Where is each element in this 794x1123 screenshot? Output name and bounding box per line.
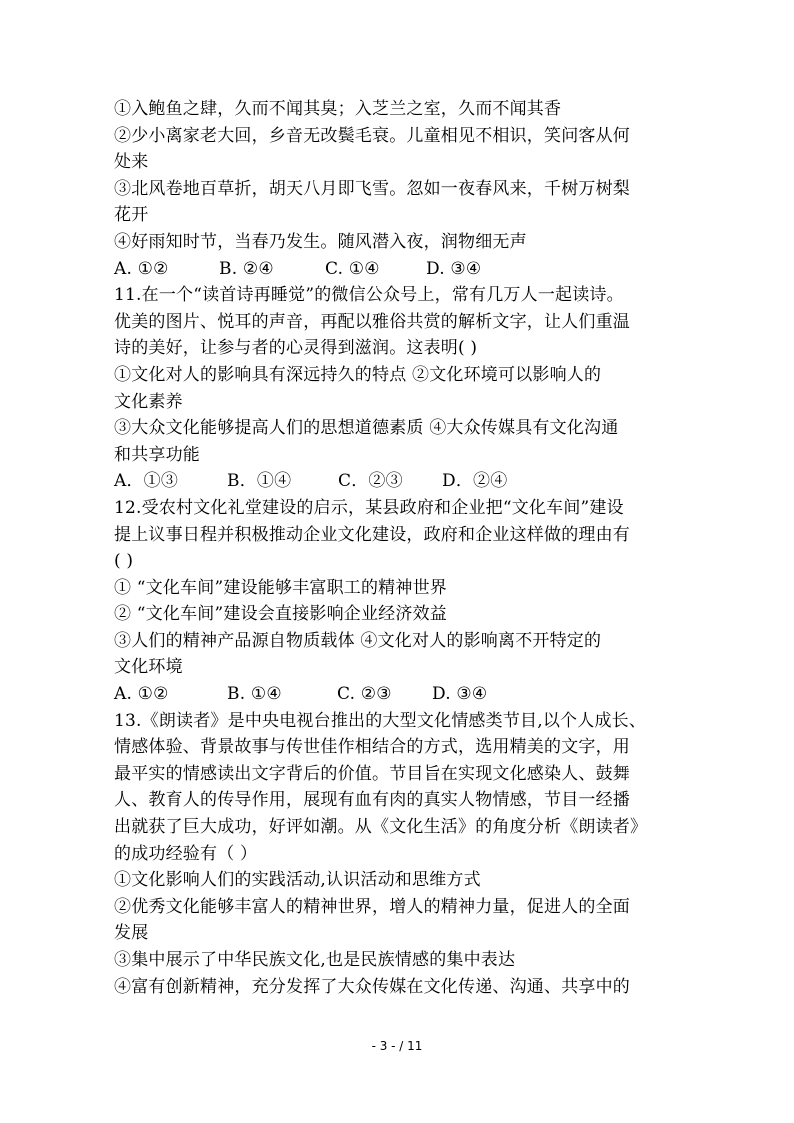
q13-stem-1: 13.《朗读者》是中央电视台推出的大型文化情感类节目,以个人成长、 xyxy=(114,710,647,731)
q12-choice-1: ① “文化车间”建设能够丰富职工的精神世界 xyxy=(114,577,447,598)
q10-choice-2: ②少小离家老大回，乡音无改鬓毛衰。儿童相见不相识，笑问客从何 xyxy=(114,125,630,146)
question-12 xyxy=(114,495,684,708)
q12-stem-2: 提上议事日程并积极推动企业文化建设，政府和企业这样做的理由有 xyxy=(114,524,630,545)
question-13 xyxy=(114,708,684,1001)
q11-choices-3-4: ③大众文化能够提高人们的思想道德素质 ④大众传媒具有文化沟通 xyxy=(114,418,619,439)
q10-option-d: D. ③④ xyxy=(426,258,482,279)
question-10-tail xyxy=(114,96,684,282)
q11-choices-1-2-cont: 文化素养 xyxy=(114,391,183,412)
page-number: - 3 - / 11 xyxy=(371,1039,423,1053)
q13-choice-1: ①文化影响人们的实践活动,认识活动和思维方式 xyxy=(114,870,481,891)
q12-stem-1: 12.受农村文化礼堂建设的启示，某县政府和企业把“文化车间”建设 xyxy=(114,497,624,518)
q13-stem-2: 情感体验、背景故事与传世佳作相结合的方式，选用精美的文字，用 xyxy=(114,737,630,758)
q11-stem-1: 11.在一个“读首诗再睡觉”的微信公众号上，常有几万人一起读诗。 xyxy=(114,285,624,306)
q13-stem-3: 最平实的情感读出文字背后的价值。节目旨在实现文化感染人、鼓舞 xyxy=(114,763,630,784)
q10-option-a: A. ①② xyxy=(114,258,169,279)
q12-option-c: C. ②③ xyxy=(337,684,392,705)
q11-choices-3-4-cont: 和共享功能 xyxy=(114,444,200,465)
q13-choice-2-cont: 发展 xyxy=(114,923,149,944)
q12-stem-3: ( ) xyxy=(114,551,134,572)
document-body xyxy=(114,96,684,1000)
q10-choice-3-cont: 花开 xyxy=(114,205,149,226)
q10-choice-3: ③北风卷地百草折，胡天八月即飞雪。忽如一夜春风来，千树万树梨 xyxy=(114,178,630,199)
q12-choices-3-4: ③人们的精神产品源自物质载体 ④文化对人的影响离不开特定的 xyxy=(114,630,602,651)
q11-options xyxy=(114,468,684,495)
q11-stem-3: 诗的美好，让参与者的心灵得到滋润。这表明( ) xyxy=(114,338,478,359)
q12-option-a: A. ①② xyxy=(114,684,169,705)
q12-option-b: B. ①④ xyxy=(227,684,282,705)
q13-choice-4: ④富有创新精神，充分发挥了大众传媒在文化传递、沟通、共享中的 xyxy=(114,976,630,997)
q11-option-d: D．②④ xyxy=(442,471,508,492)
q10-choice-1: ①入鲍鱼之肆，久而不闻其臭；入芝兰之室，久而不闻其香 xyxy=(114,99,562,119)
q10-options xyxy=(114,256,684,283)
q12-choices-3-4-cont: 文化环境 xyxy=(114,657,183,678)
q11-option-a: A．①③ xyxy=(114,471,179,492)
q13-stem-6: 的成功经验有（ ） xyxy=(114,843,258,864)
q10-choice-2-cont: 处来 xyxy=(114,152,149,173)
q13-choice-2: ②优秀文化能够丰富人的精神世界，增人的精神力量，促进人的全面 xyxy=(114,896,630,917)
question-11 xyxy=(114,282,684,495)
q10-option-c: C. ①④ xyxy=(325,258,380,279)
q10-choice-4: ④好雨知时节，当春乃发生。随风潜入夜，润物细无声 xyxy=(114,231,527,252)
q11-stem-2: 优美的图片、悦耳的声音，再配以雅俗共赏的解析文字，让人们重温 xyxy=(114,311,630,332)
q13-stem-5: 出就获了巨大成功，好评如潮。从《文化生活》的角度分析《朗读者》 xyxy=(114,817,648,838)
q11-choices-1-2: ①文化对人的影响具有深远持久的特点 ②文化环境可以影响人的 xyxy=(114,364,602,385)
q13-stem-4: 人、教育人的传导作用，展现有血有肉的真实人物情感，节目一经播 xyxy=(114,790,630,811)
q10-option-b: B. ②④ xyxy=(219,258,274,279)
q11-option-c: C．②③ xyxy=(338,471,403,492)
q12-choice-2: ② “文化车间”建设会直接影响企业经济效益 xyxy=(114,604,447,625)
q13-choice-3: ③集中展示了中华民族文化,也是民族情感的集中表达 xyxy=(114,950,516,970)
q11-option-b: B．①④ xyxy=(227,471,292,492)
q12-options xyxy=(114,681,684,708)
q12-option-d: D. ③④ xyxy=(432,684,488,705)
